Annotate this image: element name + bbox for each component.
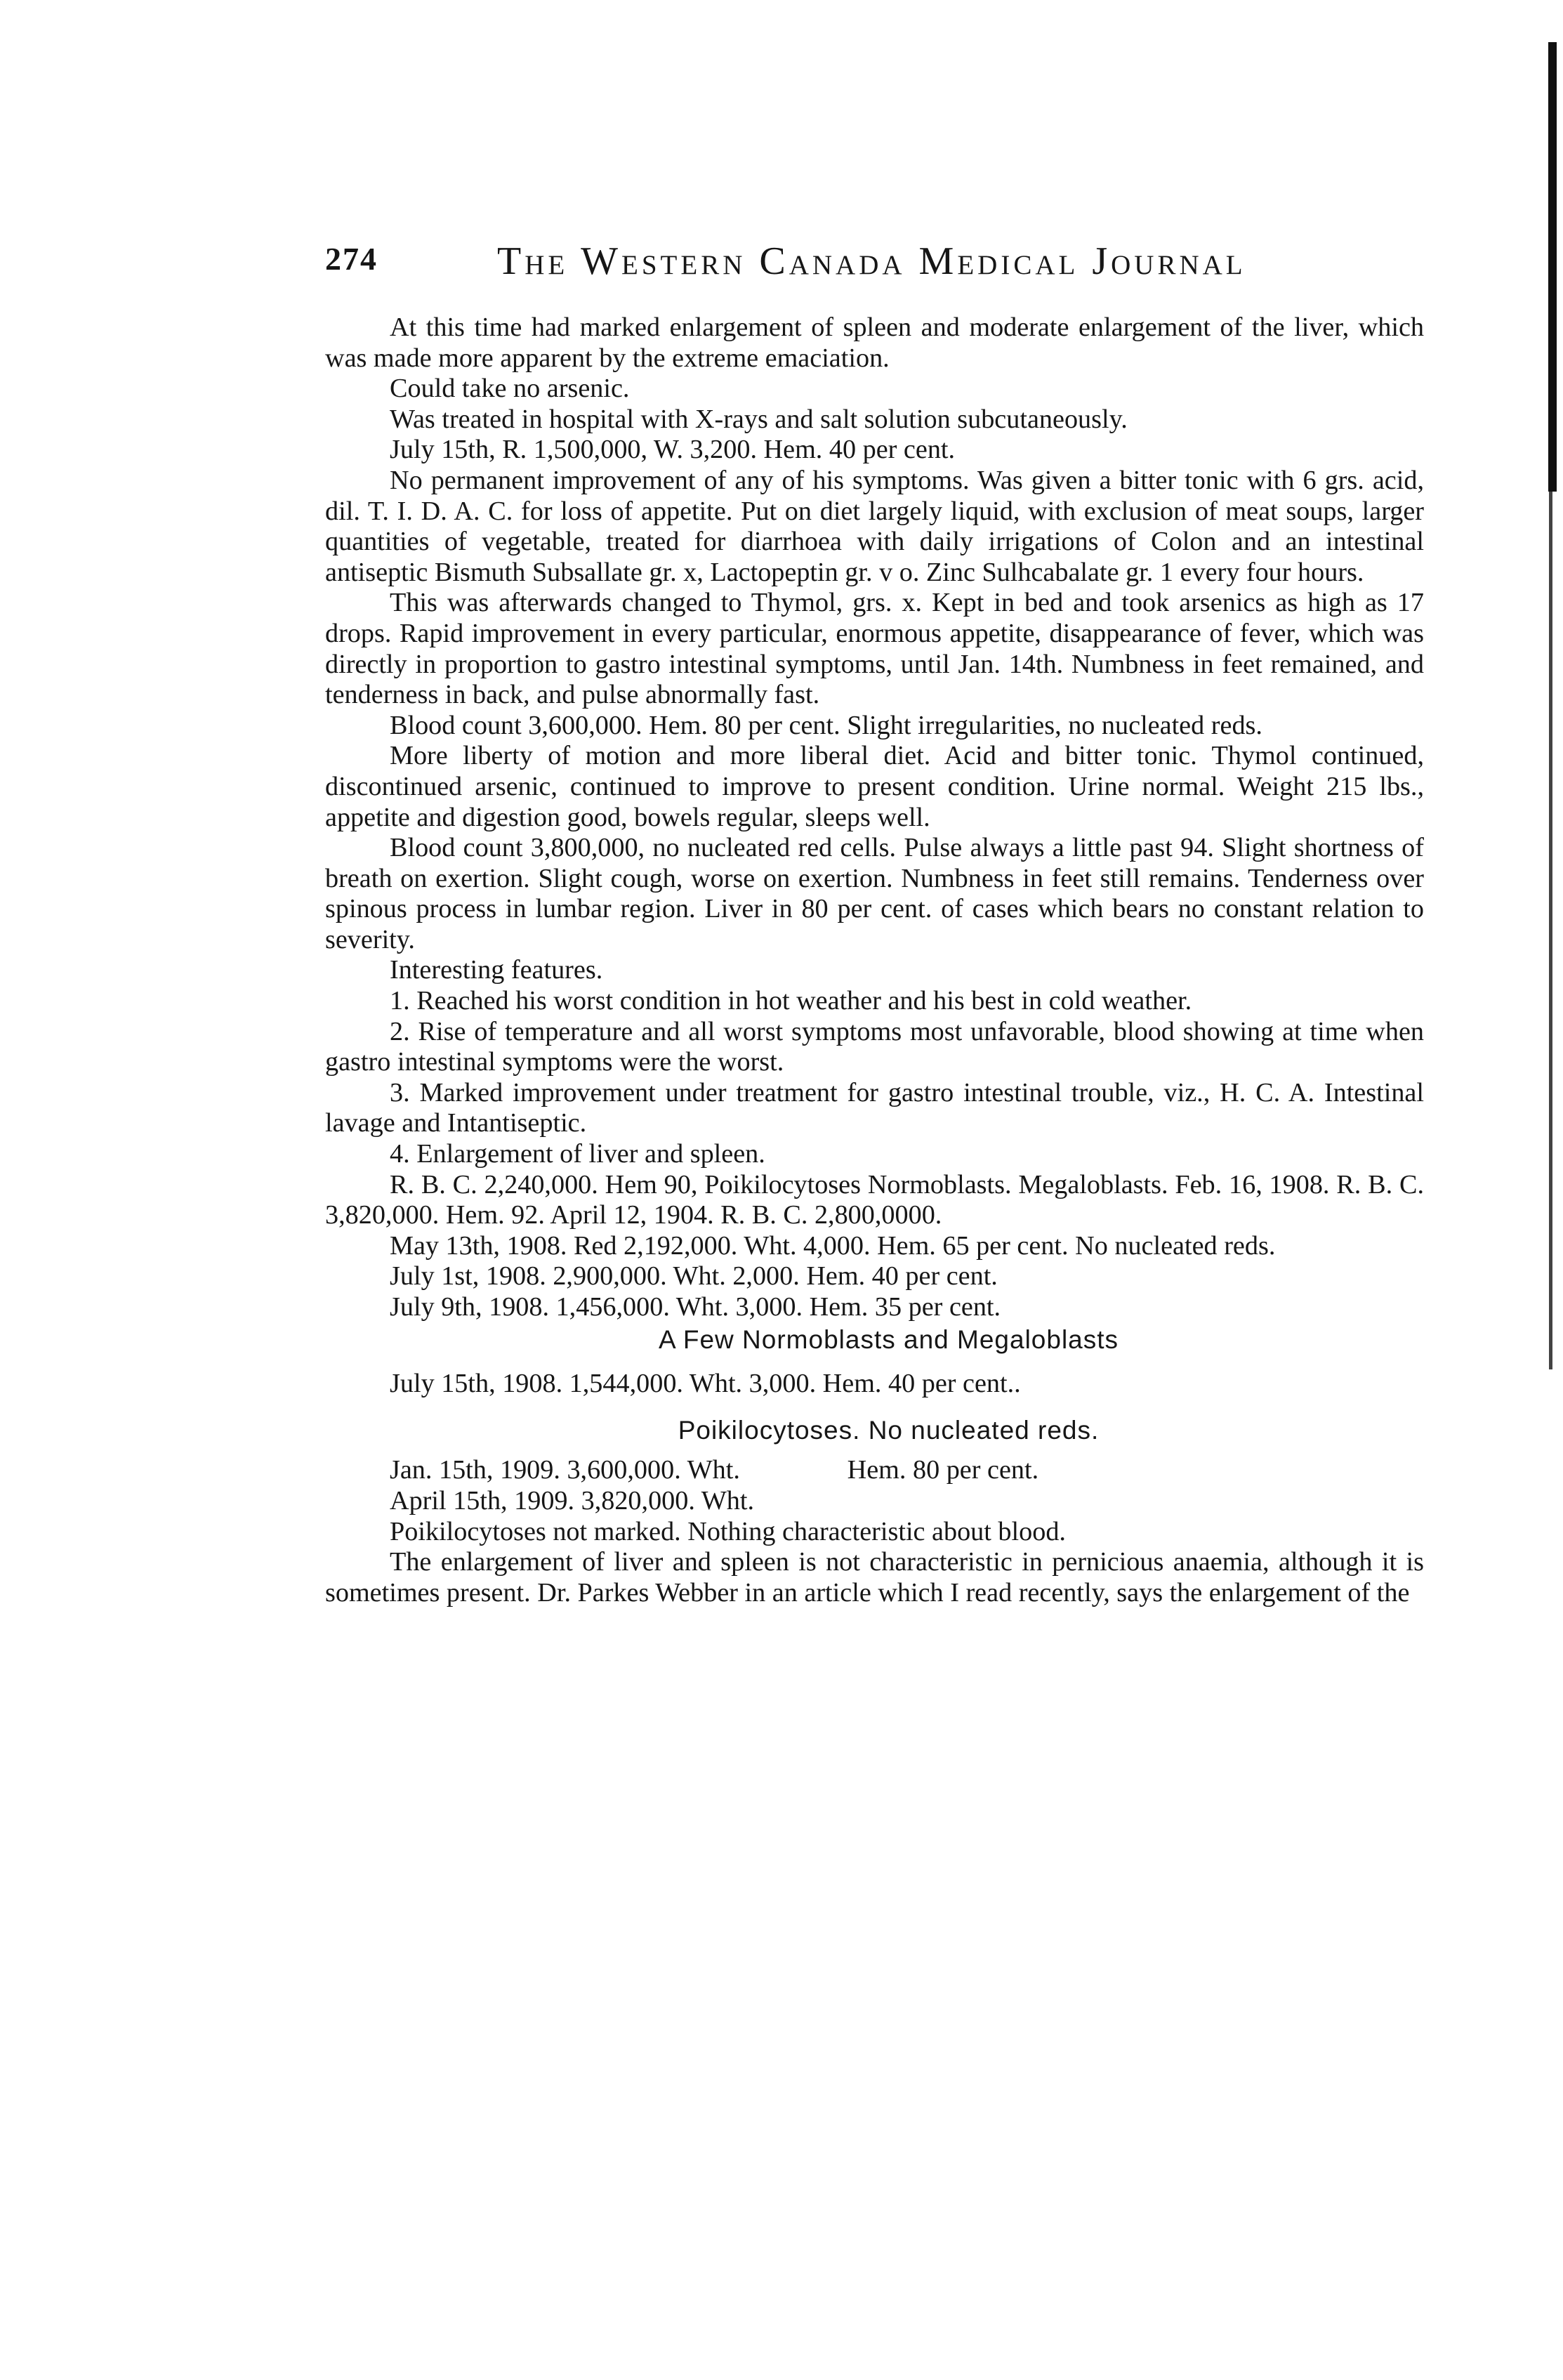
blood-count-line: July 15th, 1908. 1,544,000. Wht. 3,000. Hem. 40 per cent.. — [390, 1369, 1021, 1399]
paragraph: Interesting features. — [390, 955, 603, 985]
blood-count-line: July 9th, 1908. 1,456,000. Wht. 3,000. Hem. 35 per cent. — [390, 1292, 1001, 1322]
blood-count-paragraph: R. B. C. 2,240,000. Hem 90, Poikilocytoses Normoblasts. Megaloblasts. Feb. 16, 1908. R. B. C. 3,820,000. Hem. 92. April 12, 1904. R. B. C. 2,800,0000. — [325, 1169, 1424, 1230]
paragraph: No permanent improvement of any of his symptoms. Was given a bitter tonic with 6 grs. acid, dil. T. I. D. A. C. for loss of appetite. Put on diet largely liquid, with exclusion of meat soups, larger quantities of vegetable, treated for diarrhoea with daily irrigations of Colon and an intestinal antiseptic Bismuth Subsallate gr. x, Lactopeptin gr. v o. Zinc Sulhcabalate gr. 1 every four hours. — [325, 465, 1424, 587]
page-edge-rule-lower — [1549, 492, 1552, 1369]
feature-item: 2. Rise of temperature and all worst symptoms most unfavorable, blood showing at time when gastro intestinal symptoms were the worst. — [325, 1016, 1424, 1077]
feature-item: 4. Enlargement of liver and spleen. — [390, 1139, 765, 1169]
blood-count-line: Jan. 15th, 1909. 3,600,000. Wht. Hem. 80 per cent. — [390, 1455, 1039, 1485]
blood-count-lines — [325, 1261, 1424, 1322]
feature-item: 1. Reached his worst condition in hot weather and his best in cold weather. — [390, 986, 1192, 1016]
paragraph: Poikilocytoses not marked. Nothing characteristic about blood. — [390, 1516, 1066, 1546]
blood-count-line: July 1st, 1908. 2,900,000. Wht. 2,000. Hem. 40 per cent. — [390, 1261, 998, 1291]
blood-count-paragraph: May 13th, 1908. Red 2,192,000. Wht. 4,000. Hem. 65 per cent. No nucleated reds. — [390, 1230, 1276, 1261]
journal-title: The Western Canada Medical Journal — [497, 239, 1246, 283]
running-header — [325, 239, 1420, 295]
paragraph: Was treated in hospital with X-rays and salt solution subcutaneously. — [390, 404, 1128, 434]
paragraph: Could take no arsenic. — [390, 374, 630, 404]
article-body — [325, 313, 1424, 1608]
feature-item: 3. Marked improvement under treatment for gastro intestinal trouble, viz., H. C. A. Intestinal lavage and Intantiseptic. — [325, 1077, 1424, 1138]
paragraph: At this time had marked enlargement of spleen and moderate enlargement of the liver, which was made more apparent by the extreme emaciation. — [325, 313, 1424, 373]
paragraph: This was afterwards changed to Thymol, grs. x. Kept in bed and took arsenics as high as 17 drops. Rapid improvement in every particular, enormous appetite, disappearance of fever, which was directly in proportion to gastro intestinal symptoms, until Jan. 14th. Numbness in feet remained, and tenderness in back, and pulse abnormally fast. — [325, 588, 1424, 710]
page-number: 274 — [325, 241, 378, 277]
blood-count-lines — [325, 1369, 1424, 1400]
blood-count-line: April 15th, 1909. 3,820,000. Wht. — [390, 1485, 755, 1516]
blood-count-lines — [325, 1455, 1424, 1516]
paragraph: July 15th, R. 1,500,000, W. 3,200. Hem. 40 per cent. — [390, 435, 956, 465]
section-heading: Poikilocytoses. No nucleated reds. — [678, 1415, 1100, 1445]
interesting-features-list — [325, 986, 1424, 1170]
paragraph: Blood count 3,800,000, no nucleated red cells. Pulse always a little past 94. Slight shortness of breath on exertion. Slight cough, worse on exertion. Numbness in feet still remains. Tenderness over spinous process in lumbar region. Liver in 80 per cent. of cases which bears no constant relation to severity. — [325, 833, 1424, 954]
page-edge-rule — [1548, 42, 1557, 492]
paragraph: The enlargement of liver and spleen is not characteristic in pernicious anaemia, although it is sometimes present. Dr. Parkes Webber in an article which I read recently, says the enlargement of the — [325, 1547, 1424, 1608]
paragraph: More liberty of motion and more liberal diet. Acid and bitter tonic. Thymol continued, discontinued arsenic, continued to improve to present condition. Urine normal. Weight 215 lbs., appetite and digestion good, bowels regular, sleeps well. — [325, 741, 1424, 832]
section-heading: A Few Normoblasts and Megaloblasts — [658, 1324, 1119, 1354]
paragraph: Blood count 3,600,000. Hem. 80 per cent. Slight irregularities, no nucleated reds. — [390, 710, 1262, 740]
